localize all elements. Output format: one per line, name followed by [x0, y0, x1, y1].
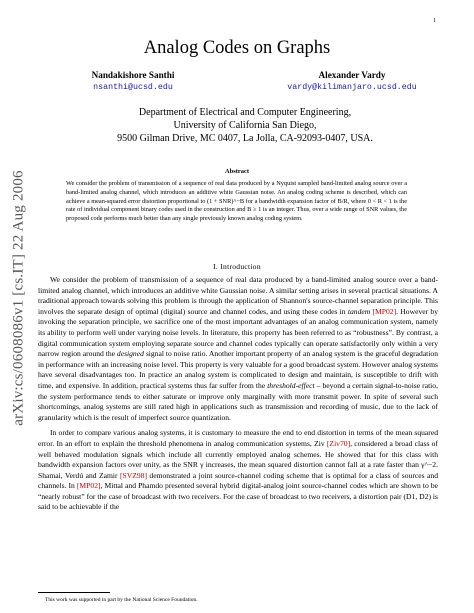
footnote-rule — [38, 592, 110, 593]
citation-link[interactable]: [SVZ98] — [119, 470, 147, 480]
affiliation-line: 9500 Gilman Drive, MC 0407, La Jolla, CA-92093-0407, USA. — [117, 133, 373, 144]
author-name: Nandakishore Santhi — [91, 70, 175, 80]
footnote: This work was supported in part by the National Science Foundation. — [45, 597, 198, 603]
affiliation-line: University of California San Diego, — [173, 120, 317, 131]
affiliation — [60, 106, 430, 145]
section-heading: I. Introduction — [213, 262, 261, 271]
paper-title: Analog Codes on Graphs — [143, 38, 331, 58]
citation-link[interactable]: [MP02] — [372, 306, 397, 316]
author-block-1 — [58, 70, 208, 92]
arxiv-stamp — [8, 148, 30, 448]
page-number: 1 — [433, 18, 436, 24]
author-block-2 — [272, 70, 432, 92]
abstract-heading: Abstract — [224, 168, 250, 175]
author-email-link[interactable]: vardy@kilimanjaro.ucsd.edu — [287, 83, 417, 92]
paragraph-2: In order to compare various analog systems, it is customary to measure the end to end distortion in terms of the mean squared error. In an effort to explain the threshold phenomena in analog communication systems, Ziv [Ziv70], considered a broad class of well behaved modulation signals which include all currently employed analog schemes. He showed that for this class with bandwidth expansion factors over unity, as the SNR γ increases, the mean squared distortion cannot fall at a rate faster than γ^−2. Shamai, Verdú and Zamir [SVZ98] demonstrated a joint source-channel coding scheme that is optimal for a class of sources and channels. In [MP02], Mittal and Phamdo presented several hybrid digital-analog joint source-channel codes which are shown to be “nearly robust” for the case of broadcast with two receivers. For the case of broadcast to two receivers, a distortion pair (D1, D2) is said to be achievable if the — [38, 428, 439, 512]
citation-link[interactable]: [Ziv70] — [326, 438, 351, 448]
affiliation-line: Department of Electrical and Computer Engineering, — [138, 107, 352, 118]
paragraph-1: We consider the problem of transmission of a sequence of real data produced by a band-limited analog source over a band-limited analog channel, which introduces an additive white Gaussian noise. A similar setting arises in several practical situations. A traditional approach towards solving this problem is through the application of Shannon's source-channel separation principle. This involves the separate design of optimal (digital) source and channel codes, and using these codes in tandem [MP02]. However by invoking the separation principle, we sacrifice one of the most important advantages of an analog communication system, namely its ability to perform well under varying noise levels. In literature, this property has been referred to as “robustness”. By contrast, a digital communication system employing separate source and channel codes typically can operate satisfactorily only within a very narrow region around the designed signal to noise ratio. Another important property of an analog system is the graceful degradation in performance with an increasing noise level. This property is very valuable for a good broadcast system. However analog systems have several disadvantages too. In practice an analog system is complicated to design and maintain, is susceptible to drift with time, and expensive. In addition, practical systems thus far suffer from the threshold-effect – beyond a certain signal-to-noise ratio, the system performance tends to either saturate or improve only marginally with more transmit power. In spite of several such shortcomings, analog systems are still rated high in applications such as transmission and recording of music, due to the lack of granularity which is the result of imperfect source quantization. — [38, 275, 439, 422]
citation-link[interactable]: [MP02] — [76, 481, 101, 491]
body-text — [38, 275, 438, 513]
author-name: Alexander Vardy — [318, 70, 386, 80]
abstract-text: We consider the problem of transmission of a sequence of real data produced by a Nyquist sampled band-limited analog source over a band-limited analog channel, which introduces an additive white Gaussian noise. An analog coding scheme is described, which can achieve a mean-squared error distortion proportional to (1 + SNR)^−B for a bandwidth expansion factor of B/R, where 0 < R < 1 is the rate of individual component binary codes used in the construction and B ≥ 1 is an integer. Thus, over a wide range of SNR values, the proposed code performs much better than any single previously known analog coding system. — [66, 180, 407, 223]
arxiv-stamp-text: arXiv:cs/0608086v1 [cs.IT] 22 Aug 2006 — [10, 170, 27, 426]
author-email-link[interactable]: nsanthi@ucsd.edu — [93, 83, 173, 92]
